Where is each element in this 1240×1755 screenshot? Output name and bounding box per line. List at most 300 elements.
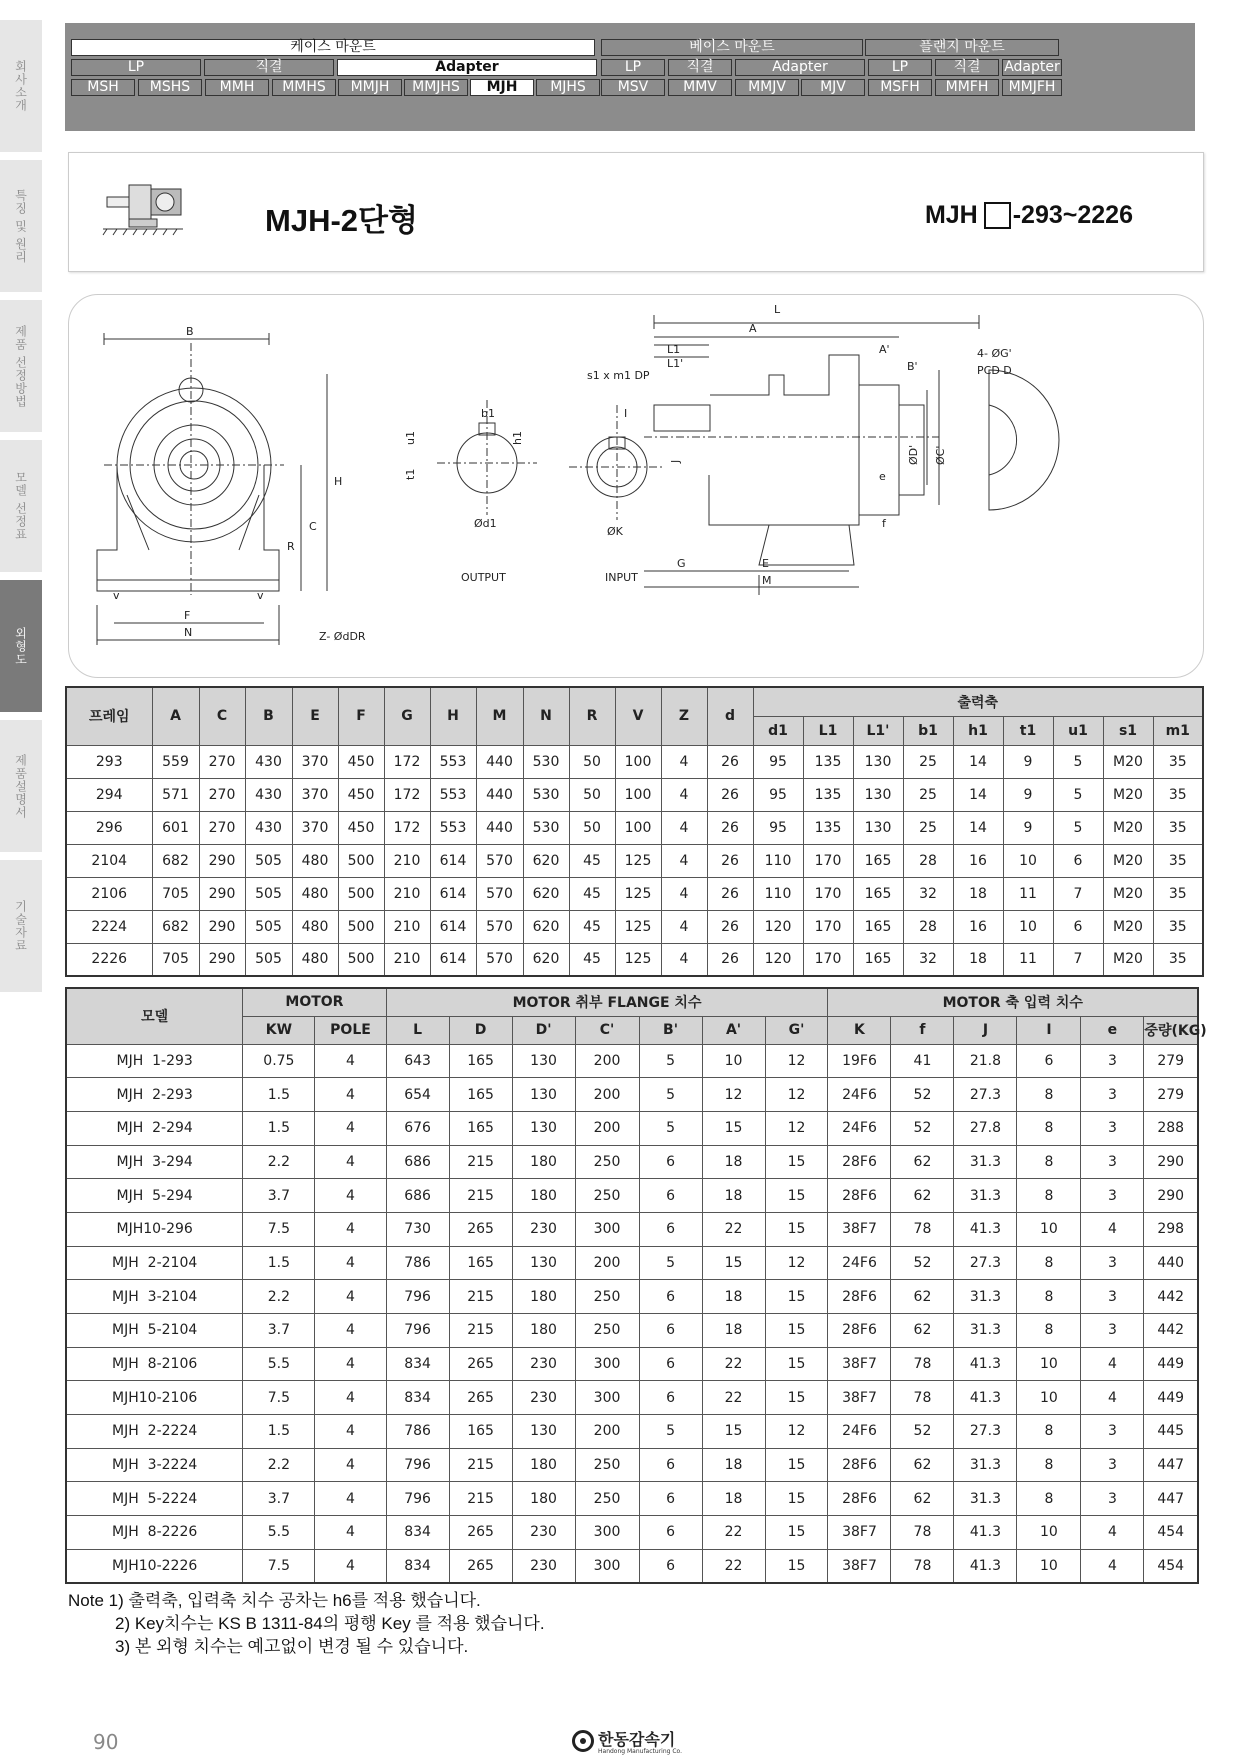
table-cell: 15 (765, 1347, 828, 1381)
table-cell: 180 (512, 1179, 575, 1213)
table-cell: 480 (292, 910, 338, 943)
table-cell: 22 (702, 1549, 765, 1583)
table-cell: 834 (386, 1549, 449, 1583)
table-cell: 730 (386, 1212, 449, 1246)
table-cell: 15 (765, 1381, 828, 1415)
frame-subheader-cell: u1 (1053, 716, 1103, 745)
table-cell: 31.3 (954, 1280, 1017, 1314)
table-cell: 5 (1053, 778, 1103, 811)
table-cell: 28F6 (828, 1482, 891, 1516)
motor-table-body (66, 1044, 1198, 1583)
nav-type[interactable]: LP (601, 59, 665, 76)
dimension-drawing (68, 294, 1204, 678)
table-cell: 38F7 (828, 1549, 891, 1583)
table-cell: 686 (386, 1145, 449, 1179)
table-cell: 5 (639, 1078, 702, 1112)
nav-model[interactable]: MMJFH (1002, 79, 1062, 96)
table-cell: 18 (702, 1179, 765, 1213)
table-cell: 5 (1053, 745, 1103, 778)
frame-subheader-cell: L1' (853, 716, 903, 745)
table-cell: 450 (338, 778, 384, 811)
table-cell: 15 (702, 1415, 765, 1449)
table-cell: 4 (315, 1044, 386, 1078)
nav-type[interactable]: Adapter (1002, 59, 1062, 76)
table-row (66, 910, 1203, 943)
frame-subheader-cell: L1 (803, 716, 853, 745)
table-cell: 296 (66, 811, 152, 844)
nav-model[interactable]: MSFH (868, 79, 932, 96)
motor-subheader-cell: K (828, 1016, 891, 1044)
table-cell: 614 (430, 844, 476, 877)
gearmotor-thumbnail-icon (99, 173, 189, 243)
table-cell: 505 (245, 910, 292, 943)
table-cell: 10 (702, 1044, 765, 1078)
table-cell: 52 (891, 1111, 954, 1145)
table-cell: 38F7 (828, 1516, 891, 1550)
side-tab[interactable] (0, 300, 42, 432)
table-cell: 165 (449, 1044, 512, 1078)
frame-header-cell: Z (661, 687, 707, 745)
table-cell: 230 (512, 1347, 575, 1381)
table-cell: 300 (575, 1381, 639, 1415)
frame-subheader-cell: t1 (1003, 716, 1053, 745)
table-cell: 31.3 (954, 1145, 1017, 1179)
table-cell: 32 (903, 943, 953, 976)
nav-model[interactable]: MMHS (272, 79, 336, 96)
table-cell: MJH10-296 (66, 1212, 243, 1246)
page-title: MJH-2단형 (265, 203, 418, 238)
table-cell: 265 (449, 1347, 512, 1381)
table-cell: 19F6 (828, 1044, 891, 1078)
table-cell: 27.3 (954, 1078, 1017, 1112)
table-cell: 300 (575, 1347, 639, 1381)
dim-F: F (184, 609, 191, 622)
table-cell: M20 (1103, 877, 1153, 910)
frame-dimension-table (65, 686, 1204, 977)
table-cell: 62 (891, 1314, 954, 1348)
logo-subtext: Handong Manufacturing Co. (598, 1748, 683, 1755)
table-cell: 440 (476, 811, 523, 844)
table-cell: 265 (449, 1549, 512, 1583)
nav-model[interactable]: MMJHS (404, 79, 468, 96)
table-cell: 180 (512, 1482, 575, 1516)
table-cell: 250 (575, 1179, 639, 1213)
table-row (66, 877, 1203, 910)
dim-f: f (882, 517, 886, 530)
table-row (66, 1549, 1198, 1583)
table-cell: 682 (152, 844, 199, 877)
dim-G: G (677, 557, 686, 570)
table-cell: 100 (615, 745, 661, 778)
frame-header-cell: H (430, 687, 476, 745)
table-cell: 553 (430, 778, 476, 811)
table-cell: 620 (523, 910, 569, 943)
dim-J: J (669, 459, 682, 463)
table-cell: 170 (803, 943, 853, 976)
nav-group[interactable]: 케이스 마운트 (71, 39, 595, 56)
table-cell: 654 (386, 1078, 449, 1112)
table-cell: 27.8 (954, 1111, 1017, 1145)
table-cell: 614 (430, 877, 476, 910)
nav-type[interactable]: Adapter (337, 59, 597, 76)
table-cell: 3 (1081, 1314, 1144, 1348)
table-cell: 10 (1003, 910, 1053, 943)
table-cell: 18 (702, 1448, 765, 1482)
frame-header-cell: R (569, 687, 615, 745)
input-shaft-drawing (569, 405, 665, 520)
table-cell: 26 (707, 811, 753, 844)
side-tab[interactable] (0, 860, 42, 992)
table-cell: 3 (1081, 1111, 1144, 1145)
table-cell: 6 (639, 1179, 702, 1213)
table-cell: 4 (315, 1280, 386, 1314)
table-cell: 215 (449, 1179, 512, 1213)
dim-A: A (749, 322, 757, 335)
motor-group-header: MOTOR (243, 988, 386, 1016)
table-cell: 28 (903, 844, 953, 877)
table-cell: 12 (765, 1078, 828, 1112)
table-cell: 8 (1017, 1179, 1081, 1213)
table-cell: 4 (315, 1246, 386, 1280)
table-cell: 4 (315, 1347, 386, 1381)
dim-I: I (624, 407, 628, 420)
table-cell: 230 (512, 1212, 575, 1246)
side-tab-label: 외형도 (13, 626, 28, 666)
table-cell: 180 (512, 1314, 575, 1348)
side-tab[interactable] (0, 580, 42, 712)
motor-subheader-cell: f (891, 1016, 954, 1044)
table-cell: 78 (891, 1516, 954, 1550)
table-cell: 5 (1053, 811, 1103, 844)
table-cell: 265 (449, 1212, 512, 1246)
table-cell: 15 (765, 1516, 828, 1550)
table-cell: 3 (1081, 1246, 1144, 1280)
table-cell: 180 (512, 1448, 575, 1482)
table-cell: MJH 2-294 (66, 1111, 243, 1145)
table-cell: 15 (702, 1111, 765, 1145)
table-cell: 530 (523, 811, 569, 844)
table-cell: 38F7 (828, 1381, 891, 1415)
note-2: 2) Key치수는 KS B 1311-84의 평행 Key 를 적용 했습니다. (115, 1614, 545, 1633)
table-cell: 440 (476, 745, 523, 778)
table-cell: 41.3 (954, 1516, 1017, 1550)
table-cell: 505 (245, 943, 292, 976)
table-cell: 28F6 (828, 1280, 891, 1314)
table-cell: 125 (615, 877, 661, 910)
table-cell: 15 (765, 1482, 828, 1516)
table-cell: MJH 5-2104 (66, 1314, 243, 1348)
table-cell: 440 (1144, 1246, 1198, 1280)
table-row (66, 1314, 1198, 1348)
table-cell: 3 (1081, 1145, 1144, 1179)
table-cell: 505 (245, 877, 292, 910)
nav-type[interactable]: LP (868, 59, 932, 76)
table-cell: 10 (1017, 1516, 1081, 1550)
model-navigation (65, 23, 1195, 131)
table-cell: 50 (569, 778, 615, 811)
table-cell: 2106 (66, 877, 152, 910)
table-cell: 16 (953, 844, 1003, 877)
table-cell: 620 (523, 877, 569, 910)
motor-subheader-cell: I (1017, 1016, 1081, 1044)
table-cell: 500 (338, 877, 384, 910)
table-cell: 290 (199, 877, 245, 910)
table-cell: M20 (1103, 910, 1153, 943)
dimension-drawing-svg (69, 295, 1205, 679)
dim-L1-prime: L1' (667, 357, 684, 370)
table-row (66, 1111, 1198, 1145)
table-cell: 834 (386, 1381, 449, 1415)
table-cell: 28F6 (828, 1179, 891, 1213)
table-row (66, 844, 1203, 877)
table-cell: 4 (315, 1381, 386, 1415)
side-tab[interactable] (0, 160, 42, 292)
frame-header-cell: F (338, 687, 384, 745)
table-cell: 370 (292, 811, 338, 844)
nav-model[interactable]: MJV (801, 79, 865, 96)
table-cell: 450 (338, 811, 384, 844)
table-cell: 270 (199, 745, 245, 778)
table-cell: 449 (1144, 1381, 1198, 1415)
nav-model[interactable]: MSH (71, 79, 135, 96)
table-cell: 250 (575, 1448, 639, 1482)
table-cell: 215 (449, 1280, 512, 1314)
table-cell: 0.75 (243, 1044, 315, 1078)
side-tab[interactable] (0, 720, 42, 852)
table-cell: 834 (386, 1516, 449, 1550)
motor-subheader-cell: J (954, 1016, 1017, 1044)
dim-C-prime: ØC' (934, 445, 947, 465)
frame-header-cell: G (384, 687, 430, 745)
table-cell: 41.3 (954, 1549, 1017, 1583)
table-cell: MJH 3-2104 (66, 1280, 243, 1314)
table-cell: 430 (245, 811, 292, 844)
table-cell: 50 (569, 811, 615, 844)
table-cell: 447 (1144, 1448, 1198, 1482)
table-row (66, 1044, 1198, 1078)
table-cell: 620 (523, 844, 569, 877)
dim-L: L (774, 303, 781, 316)
nav-model[interactable]: MJH (470, 79, 534, 96)
table-cell: 15 (765, 1179, 828, 1213)
table-cell: 12 (702, 1078, 765, 1112)
table-cell: 370 (292, 745, 338, 778)
table-row (66, 1347, 1198, 1381)
nav-type[interactable]: 직결 (935, 59, 999, 76)
table-cell: 35 (1153, 778, 1203, 811)
dim-d1: Ød1 (474, 517, 497, 530)
table-cell: 442 (1144, 1314, 1198, 1348)
table-cell: 172 (384, 778, 430, 811)
table-cell: 25 (903, 778, 953, 811)
table-cell: 6 (639, 1145, 702, 1179)
table-cell: 165 (853, 844, 903, 877)
table-cell: 705 (152, 943, 199, 976)
nav-type[interactable]: LP (71, 59, 201, 76)
frame-subheader-cell: m1 (1153, 716, 1203, 745)
table-cell: 165 (449, 1111, 512, 1145)
table-cell: M20 (1103, 745, 1153, 778)
table-cell: 31.3 (954, 1448, 1017, 1482)
table-row (66, 1482, 1198, 1516)
table-cell: 530 (523, 745, 569, 778)
motor-table-header (66, 988, 1198, 1016)
table-cell: 8 (1017, 1111, 1081, 1145)
table-cell: 35 (1153, 811, 1203, 844)
table-cell: 125 (615, 943, 661, 976)
table-cell: 27.3 (954, 1415, 1017, 1449)
table-cell: 38F7 (828, 1347, 891, 1381)
table-cell: 130 (853, 778, 903, 811)
table-cell: 6 (639, 1549, 702, 1583)
table-cell: 686 (386, 1179, 449, 1213)
table-cell: 130 (853, 811, 903, 844)
table-cell: 4 (1081, 1212, 1144, 1246)
table-row (66, 1179, 1198, 1213)
frame-header-cell: N (523, 687, 569, 745)
nav-model[interactable]: MSV (601, 79, 665, 96)
table-cell: 24F6 (828, 1111, 891, 1145)
nav-model[interactable]: MJHS (536, 79, 600, 96)
table-cell: 15 (765, 1448, 828, 1482)
table-cell: 4 (315, 1516, 386, 1550)
table-cell: 530 (523, 778, 569, 811)
table-cell: 41.3 (954, 1347, 1017, 1381)
table-cell: 52 (891, 1078, 954, 1112)
frame-header-cell: V (615, 687, 661, 745)
table-cell: MJH 1-293 (66, 1044, 243, 1078)
table-cell: 210 (384, 943, 430, 976)
table-cell: 270 (199, 811, 245, 844)
page-number: 90 (93, 1730, 119, 1754)
table-cell: 4 (315, 1145, 386, 1179)
table-cell: 12 (765, 1044, 828, 1078)
table-cell: 45 (569, 943, 615, 976)
table-cell: 78 (891, 1381, 954, 1415)
table-cell: 35 (1153, 745, 1203, 778)
table-row (66, 1280, 1198, 1314)
label-input: INPUT (605, 571, 638, 584)
table-cell: 10 (1003, 844, 1053, 877)
nav-model[interactable]: MMJH (338, 79, 402, 96)
table-cell: 1.5 (243, 1246, 315, 1280)
table-cell: 15 (765, 1145, 828, 1179)
table-cell: 9 (1003, 778, 1053, 811)
table-cell: 643 (386, 1044, 449, 1078)
table-cell: 26 (707, 778, 753, 811)
frame-table-body (66, 745, 1203, 976)
table-cell: 24F6 (828, 1415, 891, 1449)
table-cell: 35 (1153, 844, 1203, 877)
table-cell: 6 (639, 1280, 702, 1314)
table-cell: 553 (430, 745, 476, 778)
table-cell: 18 (953, 877, 1003, 910)
table-cell: 100 (615, 811, 661, 844)
table-cell: 290 (1144, 1179, 1198, 1213)
table-cell: 4 (315, 1314, 386, 1348)
side-tab[interactable] (0, 20, 42, 152)
side-tab[interactable] (0, 440, 42, 572)
table-cell: 505 (245, 844, 292, 877)
table-cell: 454 (1144, 1516, 1198, 1550)
front-view-drawing (97, 333, 327, 645)
nav-type[interactable]: 직결 (668, 59, 732, 76)
table-cell: 4 (1081, 1516, 1144, 1550)
table-cell: 95 (753, 745, 803, 778)
table-cell: 9 (1003, 745, 1053, 778)
table-cell: 230 (512, 1549, 575, 1583)
table-cell: 215 (449, 1145, 512, 1179)
nav-model[interactable]: MMH (205, 79, 269, 96)
frame-header-cell: d (707, 687, 753, 745)
table-cell: 290 (199, 910, 245, 943)
table-cell: 5 (639, 1415, 702, 1449)
nav-group[interactable]: 플랜지 마운트 (865, 39, 1059, 56)
table-cell: 135 (803, 778, 853, 811)
nav-model[interactable]: MMV (668, 79, 732, 96)
table-cell: 31.3 (954, 1314, 1017, 1348)
table-row (66, 1246, 1198, 1280)
table-cell: 25 (903, 745, 953, 778)
table-cell: 3 (1081, 1078, 1144, 1112)
motor-dimension-table (65, 987, 1207, 1584)
nav-model[interactable]: MMJV (735, 79, 799, 96)
table-cell: 16 (953, 910, 1003, 943)
table-cell: 3 (1081, 1448, 1144, 1482)
table-cell: 135 (803, 811, 853, 844)
table-cell: 5 (639, 1246, 702, 1280)
table-cell: 15 (702, 1246, 765, 1280)
table-row (66, 1145, 1198, 1179)
table-cell: 130 (512, 1078, 575, 1112)
nav-type[interactable]: 직결 (204, 59, 334, 76)
nav-model[interactable]: MMFH (935, 79, 999, 96)
table-cell: 4 (661, 910, 707, 943)
frame-subheader-cell: b1 (903, 716, 953, 745)
table-cell: 130 (853, 745, 903, 778)
table-cell: MJH 3-2224 (66, 1448, 243, 1482)
table-cell: 796 (386, 1314, 449, 1348)
table-cell: 480 (292, 943, 338, 976)
table-row (66, 778, 1203, 811)
table-cell: 130 (512, 1246, 575, 1280)
table-cell: 570 (476, 943, 523, 976)
nav-group[interactable]: 베이스 마운트 (601, 39, 863, 56)
table-cell: 4 (661, 811, 707, 844)
table-cell: 8 (1017, 1078, 1081, 1112)
model-header-cell: 모델 (66, 988, 243, 1044)
table-cell: 26 (707, 745, 753, 778)
nav-model[interactable]: MSHS (138, 79, 202, 96)
table-row (66, 1516, 1198, 1550)
table-cell: 6 (639, 1448, 702, 1482)
table-cell: 2226 (66, 943, 152, 976)
table-cell: 300 (575, 1549, 639, 1583)
frame-subheader-cell: s1 (1103, 716, 1153, 745)
table-cell: 22 (702, 1381, 765, 1415)
table-cell: 834 (386, 1347, 449, 1381)
frame-subheader-cell: d1 (753, 716, 803, 745)
table-cell: 120 (753, 910, 803, 943)
table-cell: 6 (1017, 1044, 1081, 1078)
table-cell: 12 (765, 1415, 828, 1449)
table-cell: 7.5 (243, 1549, 315, 1583)
motor-subheader-cell: 중량(KG) (1144, 1016, 1198, 1044)
dim-A-prime: A' (879, 343, 890, 356)
nav-type[interactable]: Adapter (735, 59, 865, 76)
logo-text: 한동감속기 (598, 1730, 676, 1749)
table-cell: 447 (1144, 1482, 1198, 1516)
